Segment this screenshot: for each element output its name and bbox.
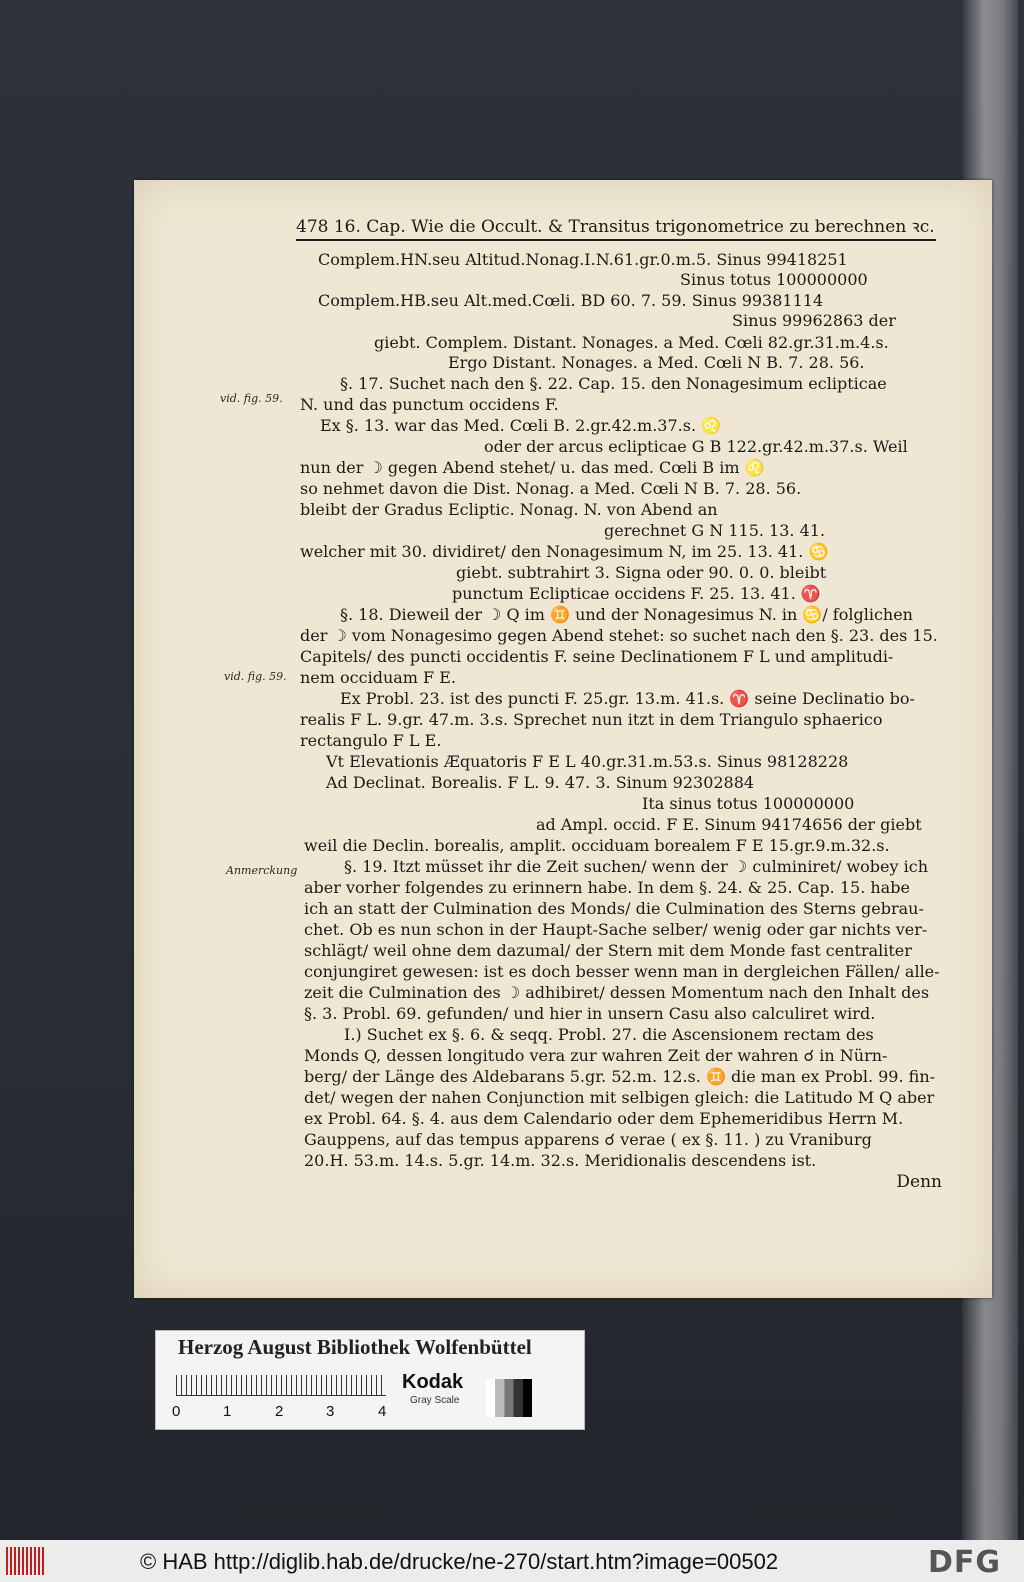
scale-number: 2 <box>275 1403 284 1420</box>
scale-ruler <box>172 1375 387 1420</box>
text-line: Sinus totus 100000000 <box>680 270 868 289</box>
text-line: conjungiret gewesen: ist es doch besser wenn man in dergleichen Fällen/ alle- <box>304 962 940 981</box>
text-line: §. 18. Dieweil der ☽ Q im ♊ und der Nonagesimus N. in ♋/ folglichen <box>340 605 913 624</box>
text-line: Gauppens, auf das tempus apparens ☌ verae ( ex §. 11. ) zu Vraniburg <box>304 1130 872 1149</box>
text-line: chet. Ob es nun schon in der Haupt-Sache selber/ wenig oder gar nichts ver- <box>304 920 928 939</box>
catchword: Denn <box>896 1172 942 1192</box>
book-page <box>134 180 992 1298</box>
kodak-logo: Kodak <box>402 1371 464 1393</box>
gray-scale-swatch <box>486 1379 532 1417</box>
text-line: Ex Probl. 23. ist des puncti F. 25.gr. 13.m. 41.s. ♈ seine Declinatio bo- <box>340 689 915 708</box>
scale-number: 4 <box>378 1403 387 1420</box>
text-line: nem occiduam F E. <box>300 668 456 687</box>
text-line: Vt Elevationis Æquatoris F E L 40.gr.31.m.53.s. Sinus 98128228 <box>326 752 849 771</box>
text-line: zeit die Culmination des ☽ adhibiret/ dessen Momentum nach den Inhalt des <box>304 983 930 1002</box>
text-line: Sinus 99962863 der <box>732 311 896 330</box>
text-line: §. 17. Suchet nach den §. 22. Cap. 15. den Nonagesimum eclipticae <box>340 374 887 393</box>
hab-logo-icon <box>6 1547 46 1575</box>
text-line: Monds Q, dessen longitudo vera zur wahren Zeit der wahren ☌ in Nürn- <box>304 1046 888 1065</box>
text-line: §. 19. Itzt müsset ihr die Zeit suchen/ wenn der ☽ culminiret/ wobey ich <box>344 857 928 876</box>
text-line: §. 3. Probl. 69. gefunden/ und hier in unsern Casu also calculiret wird. <box>304 1004 876 1023</box>
text-line: N. und das punctum occidens F. <box>300 395 559 414</box>
text-line: 20.H. 53.m. 14.s. 5.gr. 14.m. 32.s. Meridionalis descendens ist. <box>304 1151 817 1170</box>
gray-scale-label: Gray Scale <box>410 1395 460 1406</box>
margin-note: Anmerckung <box>226 864 298 877</box>
text-line: der ☽ vom Nonagesimo gegen Abend stehet: so suchet nach den §. 23. des 15. <box>300 626 938 645</box>
copyright-link[interactable]: © HAB http://diglib.hab.de/drucke/ne-270/start.htm?image=00502 <box>140 1549 779 1574</box>
text-line: Ex §. 13. war das Med. Cœli B. 2.gr.42.m.37.s. ♌ <box>320 416 722 435</box>
text-line: ad Ampl. occid. F E. Sinum 94174656 der giebt <box>536 815 922 834</box>
text-line: bleibt der Gradus Ecliptic. Nonag. N. von Abend an <box>300 500 718 519</box>
ruler-ticks <box>176 1375 386 1396</box>
text-line: Capitels/ des puncti occidentis F. seine Declinationem F L und amplitudi- <box>300 647 894 666</box>
text-line: Ad Declinat. Borealis. F L. 9. 47. 3. Sinum 92302884 <box>326 773 755 792</box>
margin-note: vid. fig. 59. <box>220 392 283 405</box>
text-line: aber vorher folgendes zu erinnern habe. In dem §. 24. & 25. Cap. 15. habe <box>304 878 910 897</box>
text-line: punctum Eclipticae occidens F. 25. 13. 41. ♈ <box>452 584 821 603</box>
scale-number: 3 <box>326 1403 335 1420</box>
text-line: det/ wegen der nahen Conjunction mit selbigen gleich: die Latitudo M Q aber <box>304 1088 935 1107</box>
text-line: welcher mit 30. dividiret/ den Nonagesimum N, im 25. 13. 41. ♋ <box>300 542 829 561</box>
text-line: ex Probl. 64. §. 4. aus dem Calendario oder dem Ephemeridibus Herrn M. <box>304 1109 904 1128</box>
text-line: gerechnet G N 115. 13. 41. <box>604 521 826 540</box>
text-line: Complem.HN.seu Altitud.Nonag.I.N.61.gr.0.m.5. Sinus 99418251 <box>318 250 848 269</box>
running-header: 478 16. Cap. Wie die Occult. & Transitus trigonometrice zu berechnen ꝛc. <box>296 214 936 241</box>
text-line: nun der ☽ gegen Abend stehet/ u. das med. Cœli B im ♌ <box>300 458 765 477</box>
text-line: realis F L. 9.gr. 47.m. 3.s. Sprechet nun itzt in dem Triangulo sphaerico <box>300 710 883 729</box>
text-line: schlägt/ weil ohne dem dazumal/ der Stern mit dem Monde fast centraliter <box>304 941 912 960</box>
text-line: I.) Suchet ex §. 6. & seqq. Probl. 27. die Ascensionem rectam des <box>344 1025 874 1044</box>
text-line: ich an statt der Culmination des Monds/ die Culmination des Sterns gebrau- <box>304 899 924 918</box>
scale-number: 1 <box>223 1403 232 1420</box>
text-line: weil die Declin. borealis, amplit. occiduam borealem F E 15.gr.9.m.32.s. <box>304 836 890 855</box>
text-line: berg/ der Länge des Aldebarans 5.gr. 52.m. 12.s. ♊ die man ex Probl. 99. fin- <box>304 1067 936 1086</box>
footer-bar <box>0 1540 1024 1582</box>
dfg-logo: DFG <box>928 1545 1002 1580</box>
text-line: Ita sinus totus 100000000 <box>642 794 855 813</box>
margin-note: vid. fig. 59. <box>224 670 287 683</box>
text-line: Ergo Distant. Nonages. a Med. Cœli N B. 7. 28. 56. <box>448 353 865 372</box>
scale-number: 0 <box>172 1403 181 1420</box>
text-line: Complem.HB.seu Alt.med.Cœli. BD 60. 7. 59. Sinus 99381114 <box>318 291 824 310</box>
color-target-card <box>155 1330 585 1430</box>
text-line: giebt. Complem. Distant. Nonages. a Med. Cœli 82.gr.31.m.4.s. <box>374 333 889 352</box>
text-line: giebt. subtrahirt 3. Signa oder 90. 0. 0. bleibt <box>456 563 827 582</box>
text-line: rectangulo F L E. <box>300 731 442 750</box>
text-line: oder der arcus eclipticae G B 122.gr.42.m.37.s. Weil <box>484 437 908 456</box>
library-name: Herzog August Bibliothek Wolfenbüttel <box>178 1335 532 1359</box>
text-line: so nehmet davon die Dist. Nonag. a Med. Cœli N B. 7. 28. 56. <box>300 479 802 498</box>
